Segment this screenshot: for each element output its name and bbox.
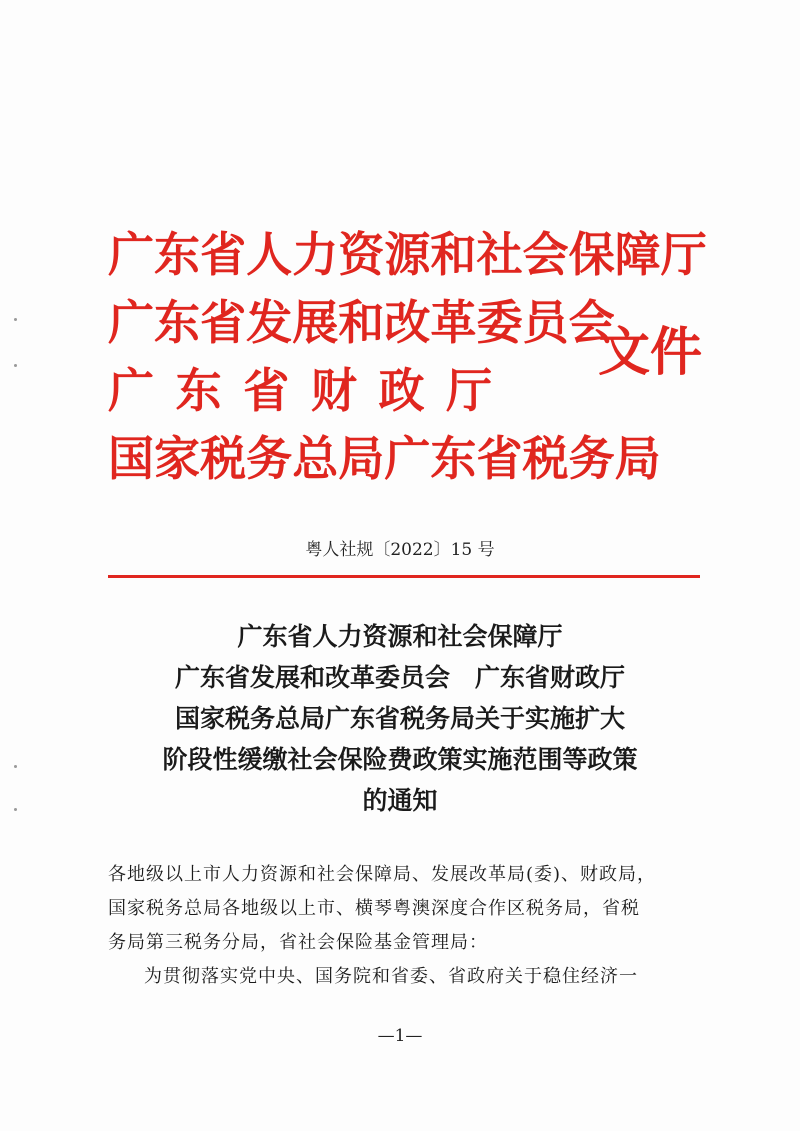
addressee-line: 国家税务总局各地级以上市、横琴粤澳深度合作区税务局，省税 [108,898,640,919]
issuer-tax: 国家税务总局广东省税务局 [108,432,661,487]
notice-body [108,858,708,994]
opening-paragraph: 为贯彻落实党中央、国务院和省委、省政府关于稳住经济一 [144,966,638,987]
issuer-ndrc: 广东省发展和改革委员会 [108,296,615,351]
addressee-line: 务局第三税务分局，省社会保险基金管理局： [108,932,488,953]
red-divider [108,575,700,578]
title-line: 阶段性缓缴社会保险费政策实施范围等政策 [162,745,638,774]
title-line: 的通知 [362,786,438,815]
title-line: 广东省发展和改革委员会 广东省财政厅 [174,663,625,692]
issuer-finance: 广东省财政厅 [108,364,514,419]
title-line: 广东省人力资源和社会保障厅 [237,622,563,651]
document-number: 粤人社规〔2022〕15 号 [305,540,495,560]
title-line: 国家税务总局广东省税务局关于实施扩大 [174,704,625,733]
page-number: —1— [377,1026,423,1046]
issuer-hrss: 广东省人力资源和社会保障厅 [108,228,707,283]
scan-speck [14,364,17,367]
document-type-label: 文件 [598,322,703,383]
notice-title [0,616,800,821]
scan-speck [14,318,17,321]
addressee-line: 各地级以上市人力资源和社会保障局、发展改革局(委)、财政局， [108,864,657,885]
